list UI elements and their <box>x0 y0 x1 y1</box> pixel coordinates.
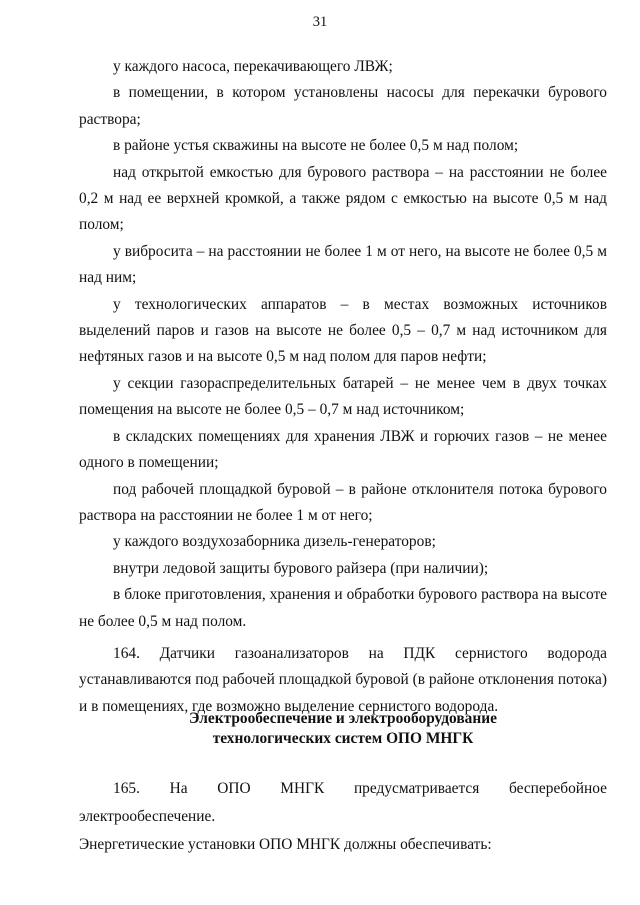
paragraph-pump-room: в помещении, в котором установлены насосы для перекачки бурового раствора; <box>79 84 607 128</box>
paragraph-process-apparatus: у технологических аппаратов – в местах возможных источников выделений паров и газов на высоте не более 0,5 – 0,7 м над источником для нефтяных газов и на высоте 0,5 м над полом для паров нефти; <box>79 295 607 366</box>
section-heading <box>79 709 607 749</box>
page-number: 31 <box>312 14 328 30</box>
paragraph-wellhead: в районе устья скважины на высоте не более 0,5 м над полом; <box>113 137 519 155</box>
paragraph-air-intake: у каждого воздухозаборника дизель-генераторов; <box>113 533 436 551</box>
paragraph-drill-floor: под рабочей площадкой буровой – в районе отклонителя потока бурового раствора на расстоянии не более 1 м от него; <box>79 480 607 524</box>
paragraph-energy-installations: Энергетические установки ОПО МНГК должны обеспечивать: <box>79 836 492 853</box>
paragraph-storage-rooms: в складских помещениях для хранения ЛВЖ и горючих газов – не менее одного в помещении; <box>79 427 607 472</box>
paragraph-mud-block: в блоке приготовления, хранения и обработки бурового раствора на высоте не более 0,5 м над полом. <box>79 586 607 630</box>
section-body <box>79 775 607 859</box>
paragraph-shale-shaker: у вибросита – на расстоянии не более 1 м от него, на высоте не более 0,5 м над ним; <box>79 242 607 287</box>
section-heading-line2: технологических систем ОПО МНГК <box>212 730 474 747</box>
paragraph-open-tank: над открытой емкостью для бурового раствора – на расстоянии не более 0,2 м над ее верхней кромкой, а также рядом с емкостью на высоте 0,5 м над полом; <box>79 163 607 234</box>
paragraph-164: 164. Датчики газоанализаторов на ПДК сернистого водорода устанавливаются под рабочей площадкой буровой (в районе отклонения потока) и в помещениях, где возможно выделение сернистого водорода. <box>79 644 607 715</box>
paragraph-battery-section: у секции газораспределительных батарей – не менее чем в двух точках помещения на высоте не более 0,5 – 0,7 м над источником; <box>79 374 607 419</box>
document-body <box>79 54 607 720</box>
paragraph-165: 165. На ОПО МНГК предусматривается бесперебойное электрообеспечение. <box>79 780 607 825</box>
section-heading-line1: Электрообеспечение и электрооборудование <box>189 710 497 727</box>
paragraph-riser-protection: внутри ледовой защиты бурового райзера (при наличии); <box>113 559 489 577</box>
paragraph-pump: у каждого насоса, перекачивающего ЛВЖ; <box>113 58 393 75</box>
